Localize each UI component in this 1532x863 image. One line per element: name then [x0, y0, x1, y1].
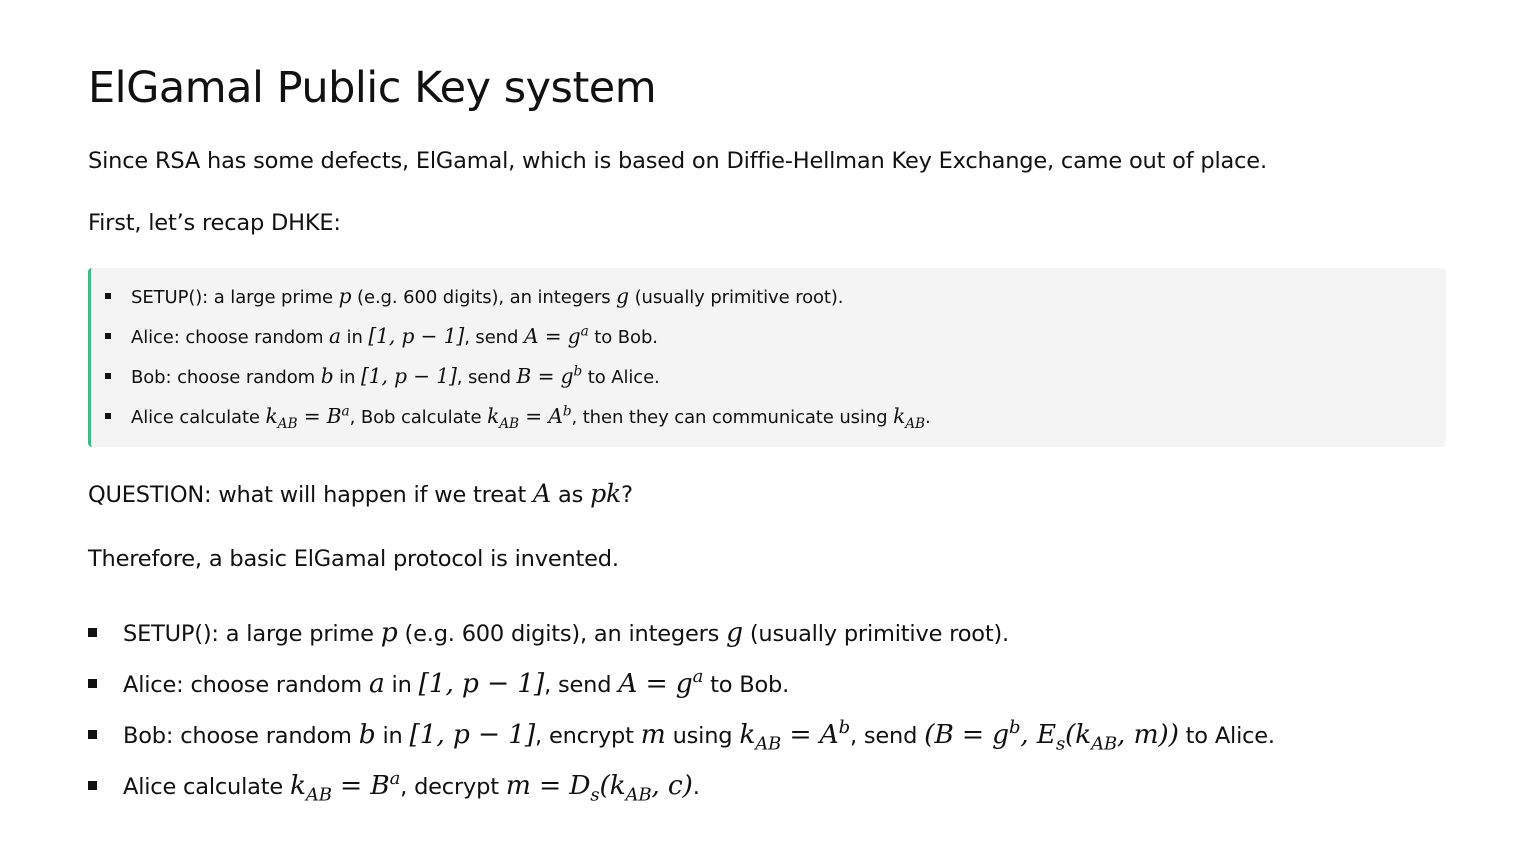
item-text: , decrypt: [400, 774, 506, 800]
math-expression: $k_{AB}$: [893, 404, 925, 433]
math-var: b: [358, 719, 376, 750]
math-expression: $k_{AB} = B^a$: [289, 768, 401, 806]
item-text: Alice: choose random: [131, 327, 330, 348]
math-expression: $k_{AB} = A^b$: [739, 717, 850, 755]
item-text: Alice calculate: [131, 407, 266, 428]
question-paragraph: QUESTION: what will happen if we treat A as pk?: [88, 479, 633, 508]
item-text: .: [924, 407, 931, 428]
math-interval: [1, p − 1]: [368, 324, 465, 348]
intro-paragraph: Since RSA has some defects, ElGamal, which is based on Diffie-Hellman Key Exchange, came out of place.: [88, 148, 1267, 174]
therefore-paragraph: Therefore, a basic ElGamal protocol is invented.: [88, 546, 619, 572]
math-interval: [1, p − 1]: [360, 364, 457, 388]
math-var: p: [338, 284, 352, 308]
item-text: (usually primitive root).: [742, 621, 1010, 647]
item-text: , encrypt: [535, 723, 641, 749]
item-text: , send: [464, 327, 524, 348]
math-expression: $A = g^a$: [523, 323, 589, 348]
item-text: SETUP(): a large prime: [131, 287, 339, 308]
math-var: pk: [590, 479, 622, 508]
list-item: [88, 608, 1448, 659]
slide-content: [88, 58, 1448, 812]
list-item: [100, 277, 1436, 317]
math-expression: $k_{AB} = A^b$: [487, 403, 572, 433]
item-text: in: [340, 327, 369, 348]
item-text: .: [692, 774, 700, 800]
item-text: Bob: choose random: [123, 723, 359, 749]
bullet-square-icon: [88, 730, 97, 739]
bullet-square-icon: [105, 293, 111, 299]
bullet-square-icon: [88, 781, 97, 790]
dhke-recap-blockquote: [88, 268, 1446, 447]
dhke-recap-list: [100, 277, 1436, 437]
bullet-square-icon: [88, 679, 97, 688]
item-text: Bob: choose random: [131, 367, 321, 388]
item-text: , send: [544, 672, 619, 698]
math-expression: $A = g^a$: [618, 666, 704, 699]
math-var: g: [726, 617, 743, 648]
item-text: to Bob.: [588, 327, 658, 348]
item-text: Alice calculate: [123, 774, 290, 800]
math-var: a: [329, 324, 341, 348]
bullet-square-icon: [105, 333, 111, 339]
item-text: , then they can communicate using: [571, 407, 894, 428]
item-text: , send: [456, 367, 517, 388]
recap-heading: First, let’s recap DHKE:: [88, 210, 341, 236]
math-interval: [1, p − 1]: [418, 668, 545, 699]
item-text: in: [384, 672, 419, 698]
list-item: [100, 357, 1436, 397]
bullet-square-icon: [88, 628, 97, 637]
math-expression: $B = g^b$: [516, 363, 583, 388]
item-text: (e.g. 600 digits), an integers: [351, 287, 617, 308]
math-var: p: [380, 617, 398, 648]
math-expression: $m = D_s(k_{AB}$, c): [505, 770, 693, 806]
math-expression: $k_{AB} = B^a$: [265, 403, 350, 433]
item-text: Alice: choose random: [123, 672, 369, 698]
item-text: in: [375, 723, 410, 749]
math-var: a: [368, 668, 385, 699]
item-text: (usually primitive root).: [628, 287, 844, 308]
list-item: [100, 397, 1436, 437]
item-text: to Alice.: [1178, 723, 1275, 749]
list-item: [100, 317, 1436, 357]
bullet-square-icon: [105, 413, 111, 419]
list-item: [88, 710, 1448, 761]
elgamal-protocol-list: [88, 608, 1448, 812]
list-item: [88, 659, 1448, 710]
item-text: , send: [849, 723, 925, 749]
math-var: g: [616, 284, 629, 308]
math-interval: [1, p − 1]: [409, 719, 536, 750]
math-var: A: [533, 479, 552, 508]
item-text: to Alice.: [582, 367, 660, 388]
bullet-square-icon: [105, 373, 111, 379]
math-var: b: [320, 364, 334, 388]
page-title: ElGamal Public Key system: [88, 63, 657, 113]
list-item: [88, 761, 1448, 812]
math-expression: ($B = g^b$, $E_s(k_{AB}$, m)): [924, 717, 1179, 755]
math-var: m: [640, 719, 666, 750]
item-text: SETUP(): a large prime: [123, 621, 381, 647]
item-text: to Bob.: [703, 672, 790, 698]
item-text: , Bob calculate: [349, 407, 488, 428]
item-text: (e.g. 600 digits), an integers: [397, 621, 727, 647]
item-text: using: [665, 723, 740, 749]
item-text: in: [333, 367, 361, 388]
